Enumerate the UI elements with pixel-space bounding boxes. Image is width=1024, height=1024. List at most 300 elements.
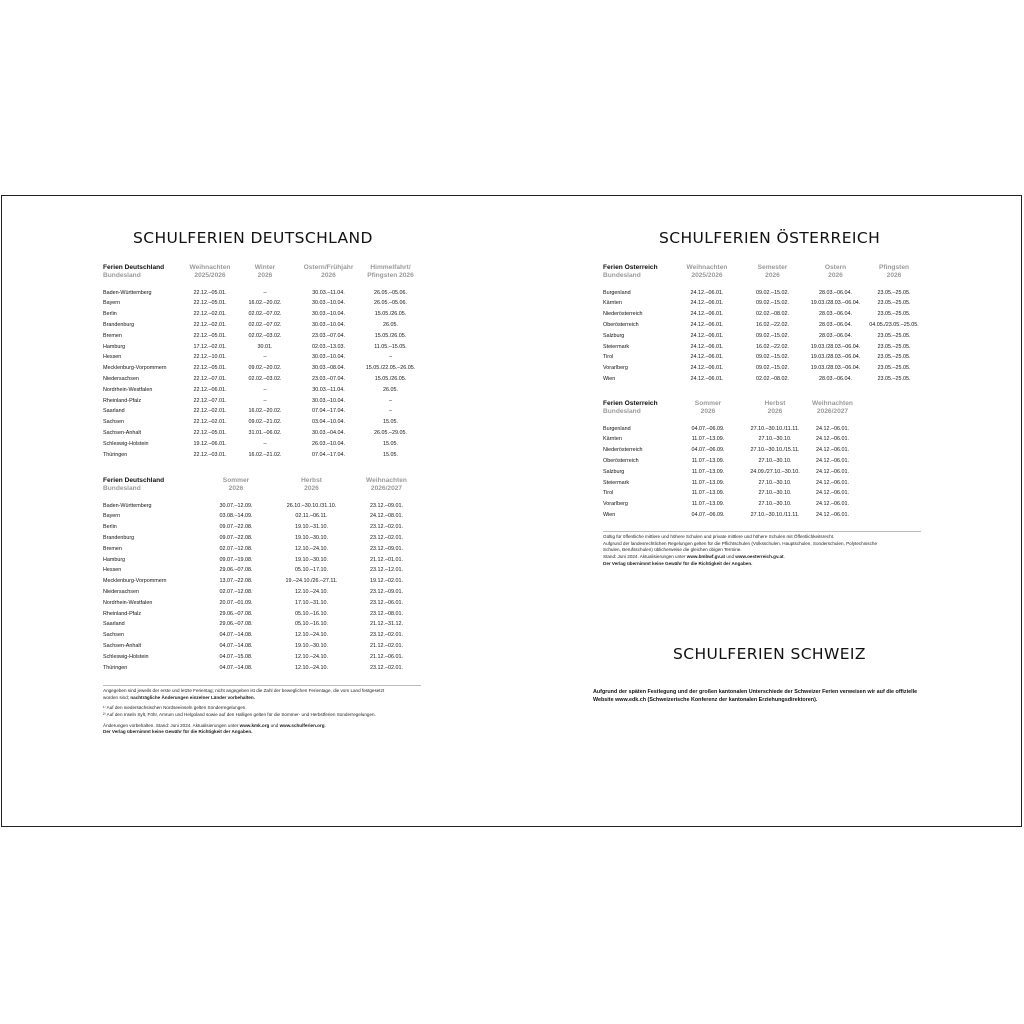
cell-dates: 12.10.–24.10. [295, 589, 328, 596]
cell-dates: 09.02.–20.02. [248, 365, 282, 372]
cell-dates: 11.07.–13.09. [691, 468, 725, 475]
table-row [603, 478, 858, 489]
table-row [603, 500, 858, 511]
cell-dates: 15.05./26.05. [374, 376, 407, 383]
cell-dates: 26.03.–10.04. [312, 440, 345, 447]
table-row [603, 374, 921, 385]
cell-dates: 02.11.–06.11. [295, 513, 328, 520]
cell-dates: 30.03.–10.04. [312, 354, 345, 361]
header-ostern: Ostern 2026 [824, 264, 847, 280]
cell-dates: 19.12.–02.01. [370, 578, 403, 585]
cell-bundesland: Kärnten [603, 300, 622, 307]
cell-dates: 19.–24.10./26.–27.11. [285, 578, 338, 585]
cell-bundesland: Hessen [103, 567, 122, 574]
table-row [103, 544, 421, 555]
cell-dates: 02.02.–03.02. [248, 332, 282, 339]
cell-dates: 04.07.–14.08. [219, 643, 253, 650]
cell-dates: 12.10.–24.10. [295, 653, 328, 660]
cell-dates: 09.02.–15.02. [756, 332, 789, 339]
table-row [103, 587, 421, 598]
table-row [103, 609, 421, 620]
cell-dates: 22.12.–05.01. [193, 289, 227, 296]
cell-dates: 27.10.–30.10./11.11. [750, 425, 800, 432]
header-pfingsten: Himmelfahrt/ Pfingsten 2026 [367, 264, 414, 280]
cell-dates: 11.07.–13.09. [691, 501, 725, 508]
cell-bundesland: Burgenland [603, 425, 631, 432]
cell-dates: 24.12.–06.01. [690, 354, 724, 361]
table-row [603, 364, 921, 375]
cell-bundesland: Baden-Württemberg [103, 289, 152, 296]
cell-dates: 31.01.–06.02. [248, 430, 282, 437]
cell-dates: 22.12.–10.01. [193, 354, 227, 361]
cell-bundesland: Hamburg [103, 556, 126, 563]
notes-oesterreich [603, 534, 933, 567]
cell-bundesland: Schleswig-Holstein [103, 440, 149, 447]
cell-dates: 23.05.–25.05. [877, 332, 911, 339]
table-deutschland-winter-spring [103, 264, 421, 461]
cell-bundesland: Brandenburg [103, 322, 135, 329]
cell-dates: 22.12.–02.01. [193, 311, 227, 318]
cell-dates: 24.12.–06.01. [690, 300, 724, 307]
cell-bundesland: Thüringen [103, 451, 128, 458]
cell-bundesland: Sachsen [103, 419, 124, 426]
cell-bundesland: Saarland [103, 408, 125, 415]
cell-dates: 26.05.–29.05. [374, 430, 407, 437]
cell-dates: 23.05.–25.05. [877, 365, 911, 372]
cell-dates: 23.05.–25.05. [877, 343, 911, 350]
cell-dates: 15.05./22.05.–26.05. [365, 365, 416, 372]
table-row [603, 467, 858, 478]
cell-dates: 23.12.–02.01. [370, 664, 403, 671]
cell-bundesland: Oberösterreich [603, 322, 639, 329]
note-footnote-1: ¹⁾ Auf den niedersächsischen Nordseeinseln gelten Sonderregelungen. [103, 705, 247, 711]
table-row [603, 331, 921, 342]
cell-dates: – [389, 408, 392, 415]
cell-dates: – [263, 386, 267, 393]
cell-dates: 28.03.–06.04. [819, 311, 852, 318]
header-winter: Winter 2026 [254, 264, 276, 280]
cell-bundesland: Burgenland [603, 289, 631, 296]
table-row [103, 385, 421, 396]
table-row [603, 288, 921, 299]
cell-dates: 30.03.–08.04. [312, 365, 345, 372]
cell-dates: 30.03.–11.04. [312, 289, 345, 296]
cell-dates: 22.12.–07.01. [193, 376, 227, 383]
cell-dates: 22.12.–05.01. [193, 300, 227, 307]
text-schweiz: Aufgrund der späten Festlegung und der großen kantonalen Unterschiede der Schweizer Ferien verweisen wir auf die offizielle Website www.edk.ch (Schweizerische Konferenz der kantonalen Erziehungsdirektoren). [593, 689, 918, 704]
cell-bundesland: Niederösterreich [603, 311, 643, 318]
title-oesterreich: SCHULFERIEN ÖSTERREICH [659, 229, 881, 247]
cell-dates: 11.07.–13.09. [691, 479, 725, 486]
cell-dates: – [263, 440, 267, 447]
cell-dates: 23.12.–09.01. [370, 545, 403, 552]
cell-dates: 24.12.–06.01. [690, 311, 724, 318]
cell-bundesland: Thüringen [103, 664, 128, 671]
table-row [603, 299, 921, 310]
note-updates: Stand: Juni 2024. Aktualisierungen unter www.bmbwf.gv.at und www.oesterreich.gv.at. [603, 553, 785, 559]
cell-dates: 02.07.–12.08. [219, 545, 253, 552]
cell-dates: 19.10.–30.10. [295, 535, 328, 542]
cell-dates: 23.05.–25.05. [877, 300, 911, 307]
cell-dates: 15.05./26.05. [374, 311, 407, 318]
cell-dates: 12.10.–24.10. [295, 664, 328, 671]
cell-dates: 29.06.–07.08. [219, 610, 253, 617]
cell-dates: 23.12.–02.01. [370, 535, 403, 542]
cell-dates: 21.12.–02.01. [370, 643, 403, 650]
header-sommer: Sommer 2026 [222, 477, 250, 493]
cell-dates: 28.03.–06.04. [819, 322, 852, 329]
cell-dates: 11.07.–13.09. [691, 458, 725, 465]
cell-dates: 04.07.–06.09. [691, 447, 725, 454]
table-row [103, 631, 421, 642]
cell-bundesland: Mecklenburg-Vorpommern [103, 578, 167, 585]
cell-bundesland: Niedersachsen [103, 376, 139, 383]
table-row [103, 555, 421, 566]
note-footnote-2: ²⁾ Auf den Inseln Sylt, Föhr, Amrum und Helgoland sowie auf den Halligen gelten für die Sommer- und Herbstferien Sonderregelungen. [103, 711, 376, 717]
cell-bundesland: Vorarlberg [603, 365, 628, 372]
table-row [103, 501, 421, 512]
cell-dates: 09.07.–22.08. [219, 535, 253, 542]
header-herbst: Herbst 2026 [764, 400, 786, 416]
cell-bundesland: Mecklenburg-Vorpommern [103, 365, 167, 372]
cell-dates: 05.10.–16.10. [295, 621, 328, 628]
cell-dates: 15.05. [383, 419, 398, 426]
notes-deutschland [103, 688, 433, 736]
cell-dates: 04.05./23.05.–25.05. [869, 322, 919, 329]
note-text: Aufgrund der landesrechtlichen Regelungen gelten für die Pflichtschulen (Volksschulen, Hauptschulen, Sonderschulen, Polytechnische [603, 540, 878, 546]
cell-dates: 28.03.–06.04. [819, 289, 852, 296]
note-disclaimer: Der Verlag übernimmt keine Gewähr für die Richtigkeit der Angaben. [603, 560, 753, 566]
cell-dates: 23.05.–25.05. [877, 354, 911, 361]
cell-dates: 30.03.–10.04. [312, 300, 345, 307]
table-row [103, 288, 421, 299]
header-weihnachten: Weihnachten 2025/2026 [686, 264, 728, 280]
table-row [103, 620, 421, 631]
divider [603, 531, 921, 532]
cell-dates: 16.02.–22.02. [756, 343, 789, 350]
cell-dates: 05.10.–16.10. [295, 610, 328, 617]
cell-bundesland: Sachsen-Anhalt [103, 643, 142, 650]
table-row [103, 577, 421, 588]
cell-dates: 19.03./28.03.–06.04. [810, 300, 861, 307]
table-row [103, 299, 421, 310]
header-semester: Semester 2026 [757, 264, 788, 280]
cell-dates: 22.12.–05.01. [193, 430, 227, 437]
cell-bundesland: Schleswig-Holstein [103, 653, 149, 660]
cell-bundesland: Oberösterreich [603, 458, 639, 465]
cell-dates: 02.02.–08.02. [756, 376, 789, 383]
cell-dates: 26.05. [383, 386, 398, 393]
cell-dates: 24.09./27.10.–30.10. [750, 468, 800, 475]
cell-dates: 21.12.–31.12. [370, 621, 403, 628]
cell-dates: 27.10.–30.10. [758, 490, 792, 497]
table-row [603, 353, 921, 364]
cell-dates: 24.12.–06.01. [816, 447, 849, 454]
cell-dates: 22.12.–02.01. [193, 322, 227, 329]
cell-dates: 27.10.–30.10. [758, 479, 792, 486]
cell-dates: 02.02.–03.02. [248, 376, 282, 383]
table-row [103, 663, 421, 674]
cell-bundesland: Bayern [103, 513, 121, 520]
table-row [603, 510, 858, 521]
cell-dates: 09.02.–15.02. [756, 289, 789, 296]
table-row [103, 512, 421, 523]
cell-dates: 02.02.–08.02. [756, 311, 789, 318]
cell-dates: 09.02.–15.02. [756, 300, 789, 307]
cell-dates: – [263, 397, 267, 404]
table-row [103, 523, 421, 534]
cell-dates: 07.04.–17.04. [312, 451, 345, 458]
cell-dates: 27.10.–30.10. [758, 501, 792, 508]
cell-dates: 02.02.–07.02. [248, 322, 282, 329]
table-row [103, 353, 421, 364]
table-row [103, 331, 421, 342]
cell-bundesland: Rheinland-Pfalz [103, 610, 142, 617]
cell-dates: 02.02.–07.02. [248, 311, 282, 318]
cell-bundesland: Niederösterreich [603, 447, 643, 454]
cell-bundesland: Nordrhein-Westfalen [103, 599, 153, 606]
cell-dates: 22.12.–03.01. [193, 451, 227, 458]
table-row [103, 418, 421, 429]
cell-dates: 20.07.–01.09. [219, 599, 253, 606]
cell-dates: 24.12.–08.01. [370, 513, 403, 520]
table-row [103, 652, 421, 663]
cell-dates: 22.12.–05.01. [193, 365, 227, 372]
cell-bundesland: Tirol [603, 354, 614, 361]
cell-dates: 22.12.–02.01. [193, 419, 227, 426]
cell-dates: 27.10.–30.10. [758, 458, 792, 465]
cell-dates: 23.12.–02.01. [370, 632, 403, 639]
cell-bundesland: Berlin [103, 311, 117, 318]
cell-dates: 24.12.–06.01. [690, 376, 724, 383]
title-schweiz: SCHULFERIEN SCHWEIZ [673, 645, 866, 663]
header-bundesland: Ferien Deutschland Bundesland [103, 477, 165, 493]
cell-dates: 12.10.–24.10. [295, 632, 328, 639]
cell-dates: 26.05. [383, 322, 398, 329]
cell-dates: 19.10.–30.10. [295, 556, 328, 563]
cell-dates: 23.12.–02.01. [370, 524, 403, 531]
cell-dates: 13.07.–22.08. [219, 578, 253, 585]
cell-dates: 27.10.–30.10. [758, 436, 792, 443]
table-row [103, 428, 421, 439]
cell-dates: 30.03.–10.04. [312, 311, 345, 318]
title-deutschland: SCHULFERIEN DEUTSCHLAND [133, 229, 373, 247]
cell-bundesland: Steiermark [603, 343, 630, 350]
cell-dates: 28.03.–06.04. [819, 376, 852, 383]
table-row [103, 439, 421, 450]
table-row [103, 310, 421, 321]
cell-dates: 16.02.–21.02. [248, 451, 282, 458]
cell-dates: 27.10.–30.10./11.11. [750, 512, 800, 519]
cell-dates: 22.12.–07.01. [193, 397, 227, 404]
table-row [603, 446, 858, 457]
cell-dates: 23.12.–09.01. [370, 502, 403, 509]
cell-bundesland: Salzburg [603, 332, 625, 339]
cell-dates: – [389, 354, 392, 361]
table-row [103, 320, 421, 331]
table-row [103, 533, 421, 544]
header-bundesland: Ferien Österreich Bundesland [603, 400, 658, 416]
cell-dates: 24.12.–06.01. [690, 365, 724, 372]
cell-dates: 24.12.–06.01. [816, 490, 849, 497]
cell-dates: 22.12.–02.01. [193, 408, 227, 415]
cell-dates: 19.03./28.03.–06.04. [810, 343, 861, 350]
cell-dates: – [389, 397, 392, 404]
cell-bundesland: Wien [603, 376, 616, 383]
cell-bundesland: Steiermark [603, 479, 630, 486]
cell-dates: 19.03./28.03.–06.04. [810, 365, 861, 372]
cell-dates: 23.05.–25.05. [877, 289, 911, 296]
table-row [103, 598, 421, 609]
table-row [603, 424, 858, 435]
cell-dates: 04.07.–14.08. [219, 664, 253, 671]
cell-bundesland: Rheinland-Pfalz [103, 397, 142, 404]
table-row [603, 489, 858, 500]
cell-dates: 29.06.–07.08. [219, 567, 253, 574]
header-bundesland: Ferien Österreich Bundesland [603, 264, 658, 280]
table-row [103, 450, 421, 461]
cell-dates: 04.07.–15.08. [219, 653, 253, 660]
cell-dates: 30.07.–12.09. [219, 502, 253, 509]
header-herbst: Herbst 2026 [301, 477, 322, 493]
cell-dates: 07.04.–17.04. [312, 408, 345, 415]
header-bundesland: Ferien Deutschland Bundesland [103, 264, 165, 280]
cell-dates: 27.10.–30.10./15.11. [750, 447, 800, 454]
cell-bundesland: Saarland [103, 621, 125, 628]
cell-bundesland: Bremen [103, 545, 122, 552]
cell-dates: 16.02.–20.02. [248, 408, 282, 415]
cell-bundesland: Bremen [103, 332, 122, 339]
cell-dates: 24.12.–06.01. [816, 512, 849, 519]
cell-bundesland: Brandenburg [103, 535, 135, 542]
cell-bundesland: Vorarlberg [603, 501, 628, 508]
divider [103, 685, 421, 686]
cell-dates: 24.12.–06.01. [690, 289, 724, 296]
table-row [103, 342, 421, 353]
cell-dates: 15.05. [383, 451, 398, 458]
header-sommer: Sommer 2026 [694, 400, 722, 416]
cell-dates: 15.05. [383, 440, 398, 447]
cell-dates: 09.07.–22.08. [219, 524, 253, 531]
note-text: Gültig für öffentliche mittlere und höhere Schulen und private mittlere und höhere Schulen mit Öffentlichkeitsrecht. [603, 534, 835, 539]
note-disclaimer: Der Verlag übernimmt keine Gewähr für die Richtigkeit der Angaben. [103, 729, 253, 735]
cell-dates: – [263, 289, 267, 296]
cell-bundesland: Sachsen-Anhalt [103, 430, 142, 437]
cell-dates: 05.10.–17.10. [295, 567, 328, 574]
cell-dates: 21.12.–06.01. [370, 653, 403, 660]
cell-bundesland: Berlin [103, 524, 117, 531]
cell-dates: 24.12.–06.01. [816, 458, 849, 465]
cell-dates: 30.03.–04.04. [312, 430, 345, 437]
cell-dates: 12.10.–24.10. [295, 545, 328, 552]
header-weihnachten: Weihnachten 2026/2027 [366, 477, 407, 493]
table-row [603, 435, 858, 446]
cell-dates: 04.07.–06.09. [691, 425, 725, 432]
cell-dates: 19.12.–06.01. [193, 440, 227, 447]
cell-bundesland: Salzburg [603, 468, 625, 475]
cell-bundesland: Baden-Württemberg [103, 502, 152, 509]
table-deutschland-summer-autumn [103, 477, 421, 674]
cell-dates: 21.12.–01.01. [370, 556, 403, 563]
note-text: worden sind; nachträgliche Änderungen einzelner Länder vorbehalten. [103, 694, 255, 700]
cell-dates: 03.08.–14.09. [219, 513, 253, 520]
cell-dates: 17.12.–02.01. [193, 343, 227, 350]
cell-dates: 09.07.–19.08. [219, 556, 253, 563]
cell-dates: 24.12.–06.01. [816, 479, 849, 486]
header-weihnachten: Weihnachten 2026/2027 [812, 400, 853, 416]
cell-bundesland: Hessen [103, 354, 122, 361]
cell-dates: 19.03./28.03.–06.04. [810, 354, 861, 361]
cell-dates: – [263, 354, 267, 361]
cell-bundesland: Niedersachsen [103, 589, 139, 596]
cell-dates: 17.10.–31.10. [295, 599, 328, 606]
cell-dates: 24.12.–06.01. [816, 468, 849, 475]
header-weihnachten: Weihnachten 2025/2026 [189, 264, 231, 280]
cell-dates: 23.03.–07.04. [312, 332, 345, 339]
cell-dates: 02.03.–13.03. [312, 343, 345, 350]
cell-dates: 11.07.–13.09. [691, 436, 725, 443]
cell-dates: 24.12.–06.01. [690, 322, 724, 329]
cell-dates: 23.05.–25.05. [877, 311, 911, 318]
cell-dates: 04.07.–14.08. [219, 632, 253, 639]
table-row [603, 456, 858, 467]
cell-dates: 03.04.–10.04. [312, 419, 345, 426]
table-oesterreich-summer-autumn [603, 400, 858, 521]
cell-dates: 22.12.–05.01. [193, 332, 227, 339]
table-row [103, 407, 421, 418]
cell-dates: 28.03.–06.04. [819, 332, 852, 339]
table-oesterreich-winter-spring [603, 264, 921, 385]
cell-dates: 02.07.–12.08. [219, 589, 253, 596]
cell-dates: 09.02.–21.02. [248, 419, 282, 426]
cell-dates: 24.12.–06.01. [816, 436, 849, 443]
cell-dates: 22.12.–06.01. [193, 386, 227, 393]
cell-dates: 30.03.–11.04. [312, 386, 345, 393]
cell-dates: 23.12.–06.01. [370, 599, 403, 606]
cell-bundesland: Tirol [603, 490, 614, 497]
cell-dates: 24.12.–06.01. [690, 343, 724, 350]
cell-bundesland: Kärnten [603, 436, 622, 443]
table-row [103, 641, 421, 652]
cell-bundesland: Sachsen [103, 632, 124, 639]
cell-dates: 19.10.–30.10. [295, 643, 328, 650]
cell-dates: 16.02.–20.02. [248, 300, 282, 307]
cell-dates: 23.12.–08.01. [370, 610, 403, 617]
cell-bundesland: Nordrhein-Westfalen [103, 386, 153, 393]
note-updates: Änderungen vorbehalten. Stand: Juni 2024. Aktualisierungen unter www.kmk.org und www.schulferien.org. [103, 722, 326, 728]
cell-dates: 30.03.–10.04. [312, 397, 345, 404]
cell-dates: 11.05.–15.05. [374, 343, 407, 350]
cell-dates: 04.07.–06.09. [691, 512, 725, 519]
cell-dates: 09.02.–15.02. [756, 365, 789, 372]
cell-dates: 24.12.–06.01. [816, 501, 849, 508]
table-row [603, 310, 921, 321]
cell-dates: 23.05.–25.05. [877, 376, 911, 383]
cell-dates: 26.05.–05.06. [374, 289, 407, 296]
cell-dates: 26.10.–30.10./31.10. [286, 502, 337, 509]
cell-dates: 26.05.–05.06. [374, 300, 407, 307]
header-ostern: Ostern/Frühjahr 2026 [303, 264, 354, 280]
cell-dates: 09.02.–15.02. [756, 354, 789, 361]
table-row [103, 374, 421, 385]
cell-dates: 16.02.–22.02. [756, 322, 789, 329]
cell-bundesland: Bayern [103, 300, 121, 307]
cell-dates: 19.10.–31.10. [295, 524, 328, 531]
cell-bundesland: Hamburg [103, 343, 126, 350]
cell-dates: 23.03.–07.04. [312, 376, 345, 383]
table-row [103, 396, 421, 407]
cell-bundesland: Wien [603, 512, 616, 519]
